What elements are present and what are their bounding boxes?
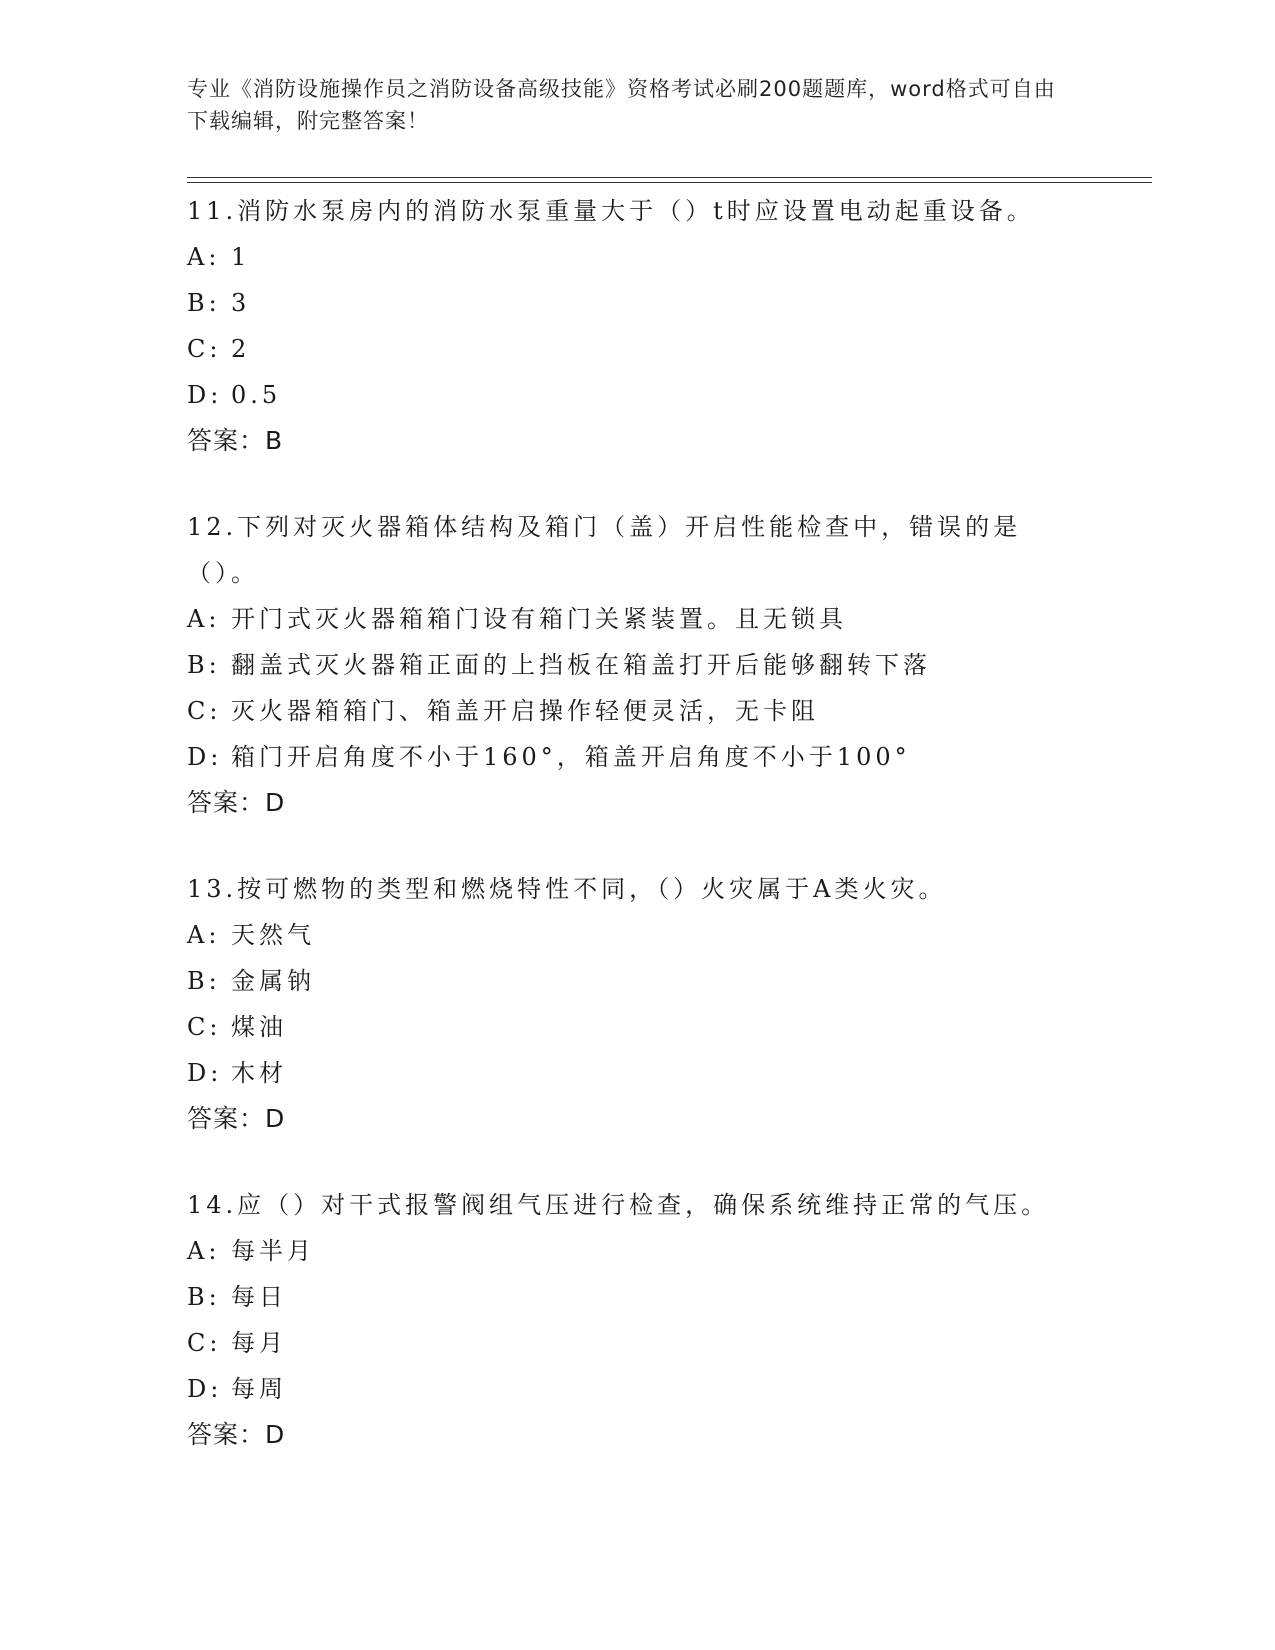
option-c bbox=[187, 688, 1087, 734]
option-text: 灭火器箱箱门、箱盖开启操作轻便灵活，无卡阻 bbox=[231, 697, 819, 725]
option-d bbox=[187, 372, 1087, 418]
header-rule-bottom bbox=[187, 182, 1152, 183]
option-text: 金属钠 bbox=[231, 967, 315, 995]
option-text: 每月 bbox=[231, 1329, 287, 1357]
option-d bbox=[187, 1366, 1087, 1412]
option-c bbox=[187, 1320, 1087, 1366]
option-key: B: bbox=[187, 967, 221, 995]
question-text: 11.消防水泵房内的消防水泵重量大于（）t时应设置电动起重设备。 bbox=[187, 197, 1035, 225]
option-a bbox=[187, 1228, 1087, 1274]
option-text: 3 bbox=[231, 289, 251, 317]
answer: 答案：B bbox=[187, 426, 284, 455]
question-12 bbox=[187, 504, 1087, 826]
option-key: C: bbox=[187, 697, 222, 725]
option-a bbox=[187, 596, 1087, 642]
option-key: B: bbox=[187, 651, 221, 679]
option-text: 翻盖式灭火器箱正面的上挡板在箱盖打开后能够翻转下落 bbox=[231, 651, 931, 679]
option-b bbox=[187, 1274, 1087, 1320]
option-a bbox=[187, 912, 1087, 958]
option-text: 1 bbox=[231, 243, 251, 271]
option-text: 每日 bbox=[231, 1283, 287, 1311]
option-text: 每周 bbox=[231, 1375, 287, 1403]
question-list bbox=[187, 188, 1087, 1498]
option-text: 箱门开启角度不小于160°，箱盖开启角度不小于100° bbox=[231, 743, 911, 771]
question-text: 12.下列对灭火器箱体结构及箱门（盖）开启性能检查中，错误的是（）。 bbox=[187, 513, 1022, 587]
option-text: 2 bbox=[231, 335, 251, 363]
question-text: 13.按可燃物的类型和燃烧特性不同，（）火灾属于A类火灾。 bbox=[187, 875, 947, 903]
option-b bbox=[187, 642, 1087, 688]
answer: 答案：D bbox=[187, 1420, 286, 1449]
option-key: B: bbox=[187, 1283, 221, 1311]
option-key: D: bbox=[187, 1059, 223, 1087]
answer: 答案：D bbox=[187, 1104, 286, 1133]
option-key: C: bbox=[187, 335, 222, 363]
option-key: B: bbox=[187, 289, 221, 317]
option-key: D: bbox=[187, 1375, 223, 1403]
option-text: 开门式灭火器箱箱门设有箱门关紧装置。且无锁具 bbox=[231, 605, 847, 633]
question-13 bbox=[187, 866, 1087, 1142]
option-key: C: bbox=[187, 1013, 222, 1041]
option-key: A: bbox=[187, 243, 221, 271]
option-text: 木材 bbox=[231, 1059, 287, 1087]
document-header: 专业《消防设施操作员之消防设备高级技能》资格考试必刷200题题库，word格式可自由下载编辑，附完整答案！ bbox=[187, 77, 1056, 133]
option-d bbox=[187, 1050, 1087, 1096]
option-text: 天然气 bbox=[231, 921, 315, 949]
option-key: A: bbox=[187, 605, 221, 633]
option-key: D: bbox=[187, 743, 223, 771]
option-d bbox=[187, 734, 1087, 780]
option-text: 每半月 bbox=[231, 1237, 315, 1265]
option-c bbox=[187, 326, 1087, 372]
option-key: C: bbox=[187, 1329, 222, 1357]
question-14 bbox=[187, 1182, 1087, 1458]
option-c bbox=[187, 1004, 1087, 1050]
question-text: 14.应（）对干式报警阀组气压进行检查，确保系统维持正常的气压。 bbox=[187, 1191, 1050, 1219]
option-key: A: bbox=[187, 1237, 221, 1265]
option-key: A: bbox=[187, 921, 221, 949]
option-a bbox=[187, 234, 1087, 280]
option-b bbox=[187, 958, 1087, 1004]
option-text: 0.5 bbox=[231, 381, 282, 409]
answer: 答案：D bbox=[187, 788, 286, 817]
question-11 bbox=[187, 188, 1087, 464]
option-key: D: bbox=[187, 381, 223, 409]
option-b bbox=[187, 280, 1087, 326]
header-rule-top bbox=[187, 177, 1152, 178]
option-text: 煤油 bbox=[231, 1013, 287, 1041]
